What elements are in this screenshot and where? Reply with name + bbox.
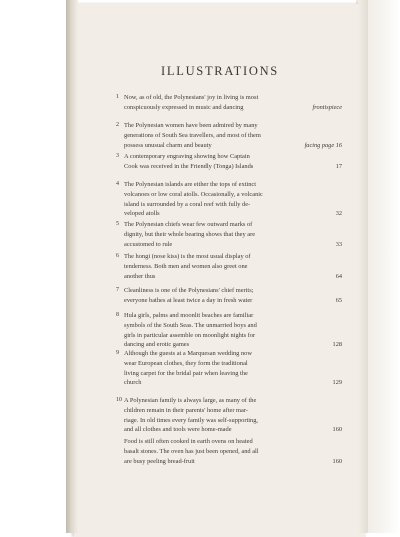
illustration-entry: 2 The Polynesian women have been admired by many generations of South Sea travellers, and most of them possess unusual charm and beauty facing page 16 (116, 122, 342, 149)
entry-caption-line: Cook was received in the Friendly (Tonga) Islands (124, 162, 254, 170)
entry-caption-line: symbols of the South Seas. The unmarried boys and (124, 321, 257, 329)
entry-caption-line: The Polynesian women have been admired by many (124, 122, 258, 129)
page-edge (358, 0, 368, 533)
entry-caption-line: tenderness. Both men and women also greet one (124, 262, 248, 270)
illustration-entry: Food is still often cooked in earth ovens on heated basalt stones. The oven has just been opened, and all are busy peeling bread-fruit 160 (124, 438, 342, 465)
entry-caption-line: wear European clothes, they form the traditional (124, 359, 248, 367)
entry-number: 9 (116, 350, 119, 356)
entry-caption-line: and all clothes and tools were home-made (124, 426, 232, 434)
entry-caption-line: Hula girls, palms and moonlit beaches are familiar (124, 312, 254, 319)
entry-number: 10 (116, 397, 122, 403)
entry-caption-line: Food is still often cooked in earth ovens on heated (124, 438, 253, 445)
illustration-entry: 4 The Polynesian islands are either the tops of extinct volcanoes or low coral atolls. Occasionally, a volcanic island is surrounded by a coral reef with fully de- veloped atolls 32 (116, 181, 342, 218)
entry-caption-line: church (124, 379, 142, 387)
illustration-entry: 7 Cleanliness is one of the Polynesians' chief merits; everyone bathes at least twice a day in fresh water 65 (116, 287, 342, 304)
illustration-entry: 8 Hula girls, palms and moonlit beaches are familiar symbols of the South Seas. The unmarried boys and girls in particular assemble on moonlight nights for dancing and erotic games 128 (116, 312, 342, 349)
entry-number: 7 (116, 287, 119, 293)
entry-caption-line: Although the guests at a Marquesan wedding now (124, 350, 252, 357)
illustration-entry: 3 A contemporary engraving showing how Captain Cook was received in the Friendly (Tonga) Islands 17 (116, 153, 342, 170)
entry-number: 2 (116, 122, 119, 128)
entry-caption-line: conspicuously expressed in music and dancing (124, 103, 244, 111)
entry-caption-line: possess unusual charm and beauty (124, 141, 212, 149)
entry-caption-line: riage. In old times every family was self-supporting, (124, 416, 258, 424)
entry-caption-line: island is surrounded by a coral reef with fully de- (124, 200, 251, 208)
entry-caption-line: A Polynesian family is always large, as many of the (124, 397, 257, 404)
book-gutter (66, 0, 78, 533)
illustration-entry: 10 A Polynesian family is always large, as many of the children remain in their parents' home after mar- riage. In old times every family was self-supporting, and all clothes and tools were home-made 160 (116, 397, 342, 434)
entry-caption-line: The Polynesian islands are either the tops of extinct (124, 181, 257, 188)
entry-caption-line: basalt stones. The oven has just been opened, and all (124, 447, 259, 455)
entry-caption-line: Cleanliness is one of the Polynesians' chief merits; (124, 287, 254, 294)
illustration-entry: 5 The Polynesian chiefs wear few outward marks of dignity, but their whole bearing shows that they are accustomed to rule 33 (116, 221, 342, 248)
entry-caption-line: Now, as of old, the Polynesians' joy in living is most (124, 94, 259, 101)
page-title: ILLUSTRATIONS (161, 64, 279, 78)
entry-number: 8 (116, 312, 119, 318)
entry-caption-line: volcanoes or low coral atolls. Occasionally, a volcanic (124, 190, 263, 198)
entry-caption-line: veloped atolls (124, 210, 160, 218)
entry-number: 6 (116, 253, 119, 259)
entry-caption-line: accustomed to rule (124, 240, 173, 248)
illustration-entry: 6 The hongi (nose kiss) is the most usual display of tenderness. Both men and women also greet one another thus 64 (116, 253, 342, 280)
entry-caption-line: The hongi (nose kiss) is the most usual display of (124, 253, 251, 260)
entry-caption-line: A contemporary engraving showing how Captain (124, 153, 250, 160)
entry-caption-line: everyone bathes at least twice a day in fresh water (124, 296, 253, 304)
entry-caption-line: dancing and erotic games (124, 341, 190, 349)
entry-caption-line: dignity, but their whole bearing shows that they are (124, 230, 256, 238)
entry-caption-line: The Polynesian chiefs wear few outward marks of (124, 221, 253, 228)
entry-number: 4 (116, 181, 119, 187)
entry-caption-line: are busy peeling bread-fruit (124, 457, 195, 465)
entry-caption-line: generations of South Sea travellers, and most of them (124, 131, 261, 139)
entry-number: 3 (116, 153, 119, 159)
entry-caption-line: another thus (124, 272, 156, 280)
illustration-entry: 1 Now, as of old, the Polynesians' joy in living is most conspicuously expressed in music and dancing frontispiece (116, 94, 342, 111)
entry-number: 5 (116, 221, 119, 227)
entry-caption-line: living carpet for the bridal pair when leaving the (124, 369, 248, 377)
illustration-entry: 9 Although the guests at a Marquesan wedding now wear European clothes, they form the traditional living carpet for the bridal pair when leaving the church 129 (116, 350, 342, 387)
entry-caption-line: children remain in their parents' home after mar- (124, 406, 248, 414)
entry-caption-line: girls in particular assemble on moonlight nights for (124, 331, 256, 339)
entry-number: 1 (116, 94, 119, 100)
